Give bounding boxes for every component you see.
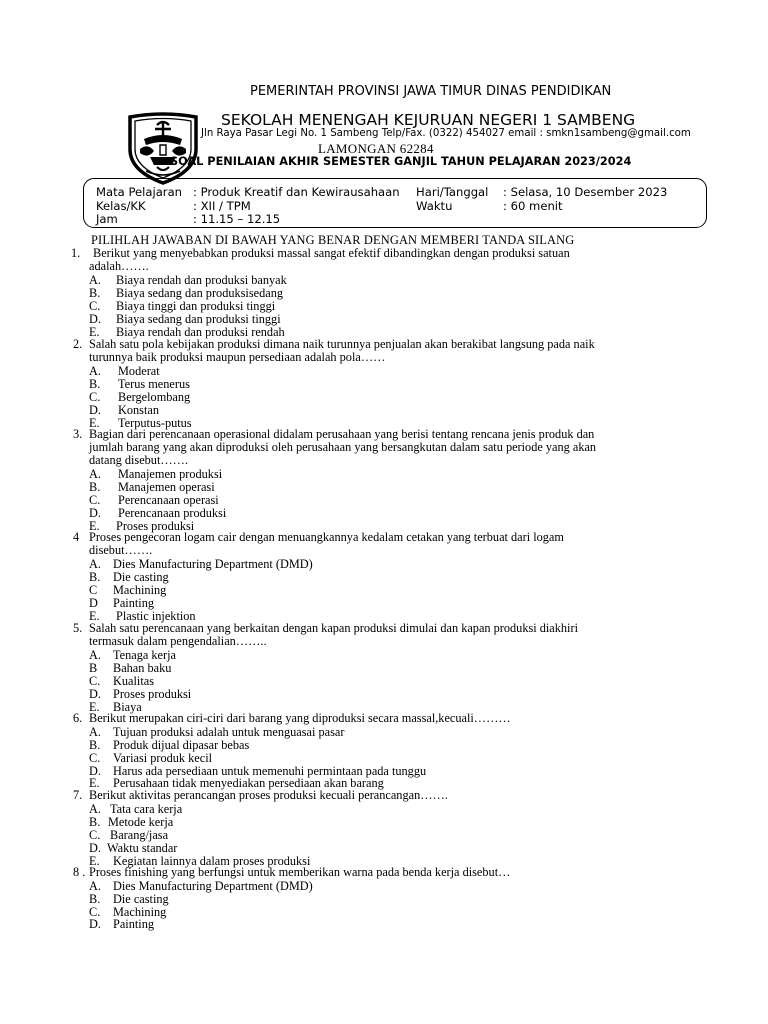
question-number: 4 [73,530,80,544]
question-text: Berikut yang menyebabkan produksi massal sangat efektif dibandingkan dengan produksi satuan [93,246,570,260]
option-letter[interactable]: D. [89,841,101,855]
option-text: Proses produksi [113,687,192,701]
question-text: Salah satu pola kebijakan produksi dimana naik turunnya penjualan akan berakibat langsung pada naik [89,337,595,351]
option-letter[interactable]: A. [89,802,101,816]
option-text: Plastic injektion [116,609,196,623]
option-letter[interactable]: C. [89,299,101,313]
option-text: Dies Manufacturing Department (DMD) [113,879,313,893]
option-letter[interactable]: E. [89,325,100,339]
class-value: : XII / TPM [193,199,251,213]
day-value: : Selasa, 10 Desember 2023 [503,185,668,199]
option-letter[interactable]: A. [89,467,101,481]
option-letter[interactable]: C. [89,828,101,842]
school-city: LAMONGAN 62284 [318,141,434,156]
question-text: Berikut aktivitas perancangan proses produksi kecuali perancangan……. [89,788,448,802]
option-text: Tujuan produksi adalah untuk menguasai pasar [113,725,345,739]
option-letter[interactable]: D. [89,687,101,701]
question-number: 7. [73,788,83,802]
government-heading: PEMERINTAH PROVINSI JAWA TIMUR DINAS PENDIDIKAN [250,84,612,99]
option-letter[interactable]: D. [89,312,101,326]
option-text: Tenaga kerja [113,648,176,662]
option-letter[interactable]: C. [89,905,101,919]
question-number: 3. [73,427,83,441]
day-label: Hari/Tanggal [416,185,489,199]
option-text: Kegiatan lainnya dalam proses produksi [113,854,311,868]
question-text: Berikut merupakan ciri-ciri dari barang yang diproduksi secara massal,kecuali……… [89,711,511,725]
option-text: Harus ada persediaan untuk memenuhi permintaan pada tunggu [113,764,427,778]
question-number: 1. [71,246,81,260]
option-text: Perencanaan produksi [118,506,227,520]
option-text: Variasi produk kecil [113,751,213,765]
option-letter[interactable]: E. [89,700,100,714]
option-text: Biaya sedang dan produksi tinggi [116,312,281,326]
option-letter[interactable]: B. [89,815,101,829]
time-label: Jam [96,212,118,226]
option-letter[interactable]: D. [89,764,101,778]
option-letter[interactable]: A. [89,879,101,893]
option-letter[interactable]: A. [89,273,101,287]
option-text: Metode kerja [108,815,174,829]
option-text: Machining [113,583,167,597]
duration-value: : 60 menit [503,199,563,213]
option-text: Kualitas [113,674,154,688]
question-number: 5. [73,621,83,635]
option-letter[interactable]: E. [89,416,100,430]
duration-label: Waktu [416,199,453,213]
question-text: Proses finishing yang berfungsi untuk memberikan warna pada benda kerja disebut… [89,865,511,879]
class-label: Kelas/KK [96,199,146,213]
question-text: Proses pengecoran logam cair dengan menuangkannya kedalam cetakan yang terbuat dari logam [89,530,564,544]
option-letter[interactable]: C. [89,674,101,688]
subject-value: : Produk Kreatif dan Kewirausahaan [193,185,400,199]
option-text: Painting [113,917,154,931]
option-letter[interactable]: B. [89,480,101,494]
option-text: Terus menerus [118,377,190,391]
option-text: Painting [113,596,154,610]
option-text: Waktu standar [107,841,178,855]
option-letter[interactable]: D [89,596,98,610]
question-text: datang disebut……. [89,453,189,467]
option-text: Perusahaan tidak menyediakan persediaan akan barang [113,776,384,790]
instruction-heading: PILIHLAH JAWABAN DI BAWAH YANG BENAR DENGAN MEMBERI TANDA SILANG [91,233,575,247]
option-letter[interactable]: B. [89,377,101,391]
option-text: Biaya rendah dan produksi rendah [116,325,285,339]
option-letter[interactable]: D. [89,917,101,931]
option-letter[interactable]: C. [89,390,101,404]
option-letter[interactable]: C. [89,751,101,765]
option-text: Biaya tinggi dan produksi tinggi [116,299,276,313]
option-letter[interactable]: C. [89,493,101,507]
option-letter[interactable]: B. [89,892,101,906]
option-text: Tata cara kerja [110,802,183,816]
option-letter[interactable]: A. [89,648,101,662]
question-text: adalah……. [89,259,149,273]
option-text: Produk dijual dipasar bebas [113,738,250,752]
option-letter[interactable]: B. [89,286,101,300]
option-letter[interactable]: B. [89,738,101,752]
option-letter[interactable]: A. [89,557,101,571]
option-text: Bergelombang [118,390,191,404]
option-text: Dies Manufacturing Department (DMD) [113,557,313,571]
option-text: Manajemen operasi [118,480,215,494]
time-value: : 11.15 – 12.15 [193,212,281,226]
east-java-emblem-logo [124,109,202,185]
option-text: Machining [113,905,167,919]
option-letter[interactable]: E. [89,776,100,790]
question-text: disebut……. [89,543,153,557]
option-text: Biaya sedang dan produksisedang [116,286,283,300]
option-text: Moderat [118,364,160,378]
question-text: Salah satu perencanaan yang berkaitan dengan kapan produksi dimulai dan kapan produksi diakhiri [89,621,578,635]
school-address: Jln Raya Pasar Legi No. 1 Sambeng Telp/Fax. (0322) 454027 email : smkn1sambeng@gmail.com [201,128,691,139]
school-name: SEKOLAH MENENGAH KEJURUAN NEGERI 1 SAMBENG [221,111,636,129]
question-number: 2. [73,337,83,351]
option-text: Biaya rendah dan produksi banyak [116,273,287,287]
option-text: Proses produksi [116,519,195,533]
option-letter[interactable]: D. [89,506,101,520]
question-text: termasuk dalam pengendalian…….. [89,634,267,648]
option-letter[interactable]: E. [89,609,100,623]
option-text: Bahan baku [113,661,172,675]
option-text: Die casting [113,570,169,584]
option-text: Manajemen produksi [118,467,223,481]
option-letter[interactable]: D. [89,403,101,417]
option-letter[interactable]: B [89,661,98,675]
question-number: 8 . [73,865,86,879]
exam-title: SOAL PENILAIAN AKHIR SEMESTER GANJIL TAHUN PELAJARAN 2023/2024 [170,155,632,168]
option-text: Terputus-putus [118,416,192,430]
option-text: Die casting [113,892,169,906]
question-text: turunnya baik produksi maupun persediaan adalah pola…… [89,350,386,364]
option-text: Biaya [113,700,142,714]
option-text: Perencanaan operasi [118,493,219,507]
option-letter[interactable]: A. [89,725,101,739]
option-text: Barang/jasa [110,828,169,842]
option-letter[interactable]: E. [89,854,100,868]
question-number: 6. [73,711,83,725]
subject-label: Mata Pelajaran [96,185,183,199]
option-letter[interactable]: B. [89,570,101,584]
question-text: jumlah barang yang akan diproduksi oleh perusahaan yang bersangkutan dalam satu periode yang akan [89,440,597,454]
option-text: Konstan [118,403,159,417]
question-text: Bagian dari perencanaan operasional didalam perusahaan yang berisi tentang rencana jenis produk dan [89,427,595,441]
option-letter[interactable]: A. [89,364,101,378]
option-letter[interactable]: C [89,583,98,597]
option-letter[interactable]: E. [89,519,100,533]
